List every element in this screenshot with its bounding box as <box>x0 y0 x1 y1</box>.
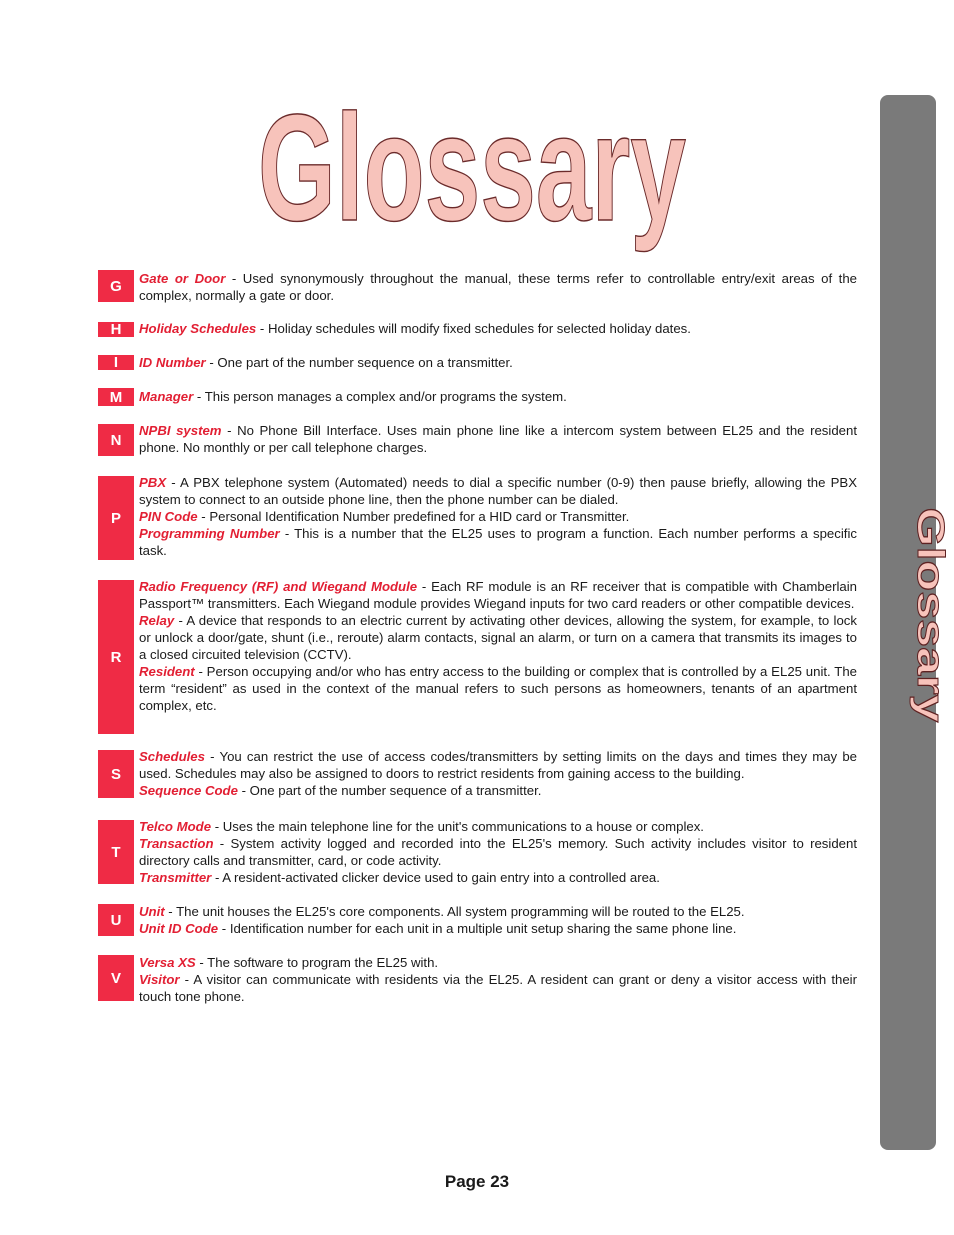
section-letter: R <box>98 580 134 734</box>
glossary-entry: Telco Mode - Uses the main telephone line for the unit's communications to a house or complex. <box>139 819 704 834</box>
glossary-entry: Resident - Person occupying and/or who has entry access to the building or complex that is controlled by a EL25 unit. The term “resident” as used in the context of the manual refers to such persons as homeowners, tenants of an apartment complex, etc. <box>139 664 857 713</box>
glossary-entry: Holiday Schedules - Holiday schedules will modify fixed schedules for selected holiday dates. <box>139 321 691 336</box>
glossary-entry: Unit ID Code - Identification number for each unit in a multiple unit setup sharing the same phone line. <box>139 921 737 936</box>
page-title-text: Glossary <box>258 83 686 253</box>
glossary-entry: PBX - A PBX telephone system (Automated) needs to dial a specific number (0-9) then pause briefly, allowing the PBX system to connect to an outside phone line, then the phone number can be dialed. <box>139 475 857 507</box>
section-letter: G <box>98 270 134 302</box>
glossary-entry: Transmitter - A resident-activated clicker device used to gain entry into a controlled area. <box>139 870 660 885</box>
section-letter: S <box>98 750 134 798</box>
side-tab <box>880 95 951 1150</box>
glossary-entry: Versa XS - The software to program the EL25 with. <box>139 955 439 970</box>
glossary-entry: Visitor - A visitor can communicate with residents via the EL25. A resident can grant or deny a visitor access with their touch tone phone. <box>139 972 857 1004</box>
glossary-entry: Manager - This person manages a complex and/or programs the system. <box>139 389 567 404</box>
glossary-entry: Schedules - You can restrict the use of access codes/transmitters by setting limits on the days and times they may be used. Schedules may also be assigned to doors to restrict residents from gaining access to the building. <box>139 749 857 781</box>
section-letter: T <box>98 820 134 884</box>
glossary-entry: Relay - A device that responds to an electric current by activating other devices, allowing the system, for example, to lock or unlock a door/gate, shunt (i.e., reroute) alarm contacts, signal an alarm, or turn on a camera that transmits its images to a closed circuited television (CCTV). <box>139 613 857 662</box>
glossary-entry: ID Number - One part of the number sequence on a transmitter. <box>139 355 513 370</box>
glossary-entry: PIN Code - Personal Identification Number predefined for a HID card or Transmitter. <box>139 509 630 524</box>
section-letter: N <box>98 424 134 456</box>
section-letter: P <box>98 476 134 560</box>
section-letter: V <box>98 955 134 1001</box>
page-number: Page 23 <box>444 1172 510 1191</box>
glossary-entry: Sequence Code - One part of the number sequence of a transmitter. <box>139 783 542 798</box>
section-letter: H <box>98 322 134 337</box>
glossary-entry: Radio Frequency (RF) and Wiegand Module - Each RF module is an RF receiver that is compatible with Chamberlain Passport™ transmitters. Each Wiegand module provides Wiegand inputs for two card readers or other compatible devices. <box>139 579 857 611</box>
glossary-entry: Transaction - System activity logged and recorded into the EL25's memory. Such activity includes visitor to resident directory calls and transmitter, card, or code activity. <box>139 836 857 868</box>
section-letter: I <box>98 355 134 370</box>
side-tab-label: Glossary <box>909 507 951 671</box>
glossary-entry: Gate or Door - Used synonymously throughout the manual, these terms refer to controllable entry/exit areas of the complex, normally a gate or door. <box>139 271 857 303</box>
section-letter: U <box>98 904 134 936</box>
glossary-entry: NPBI system - No Phone Bill Interface. Uses main phone line like a intercom system between EL25 and the resident phone. No monthly or per call telephone charges. <box>139 423 857 455</box>
section-letter: M <box>98 388 134 406</box>
page-title <box>252 82 692 253</box>
glossary-entry: Unit - The unit houses the EL25's core components. All system programming will be routed to the EL25. <box>139 904 745 919</box>
glossary-entry: Programming Number - This is a number that the EL25 uses to program a function. Each number performs a specific task. <box>139 526 857 558</box>
